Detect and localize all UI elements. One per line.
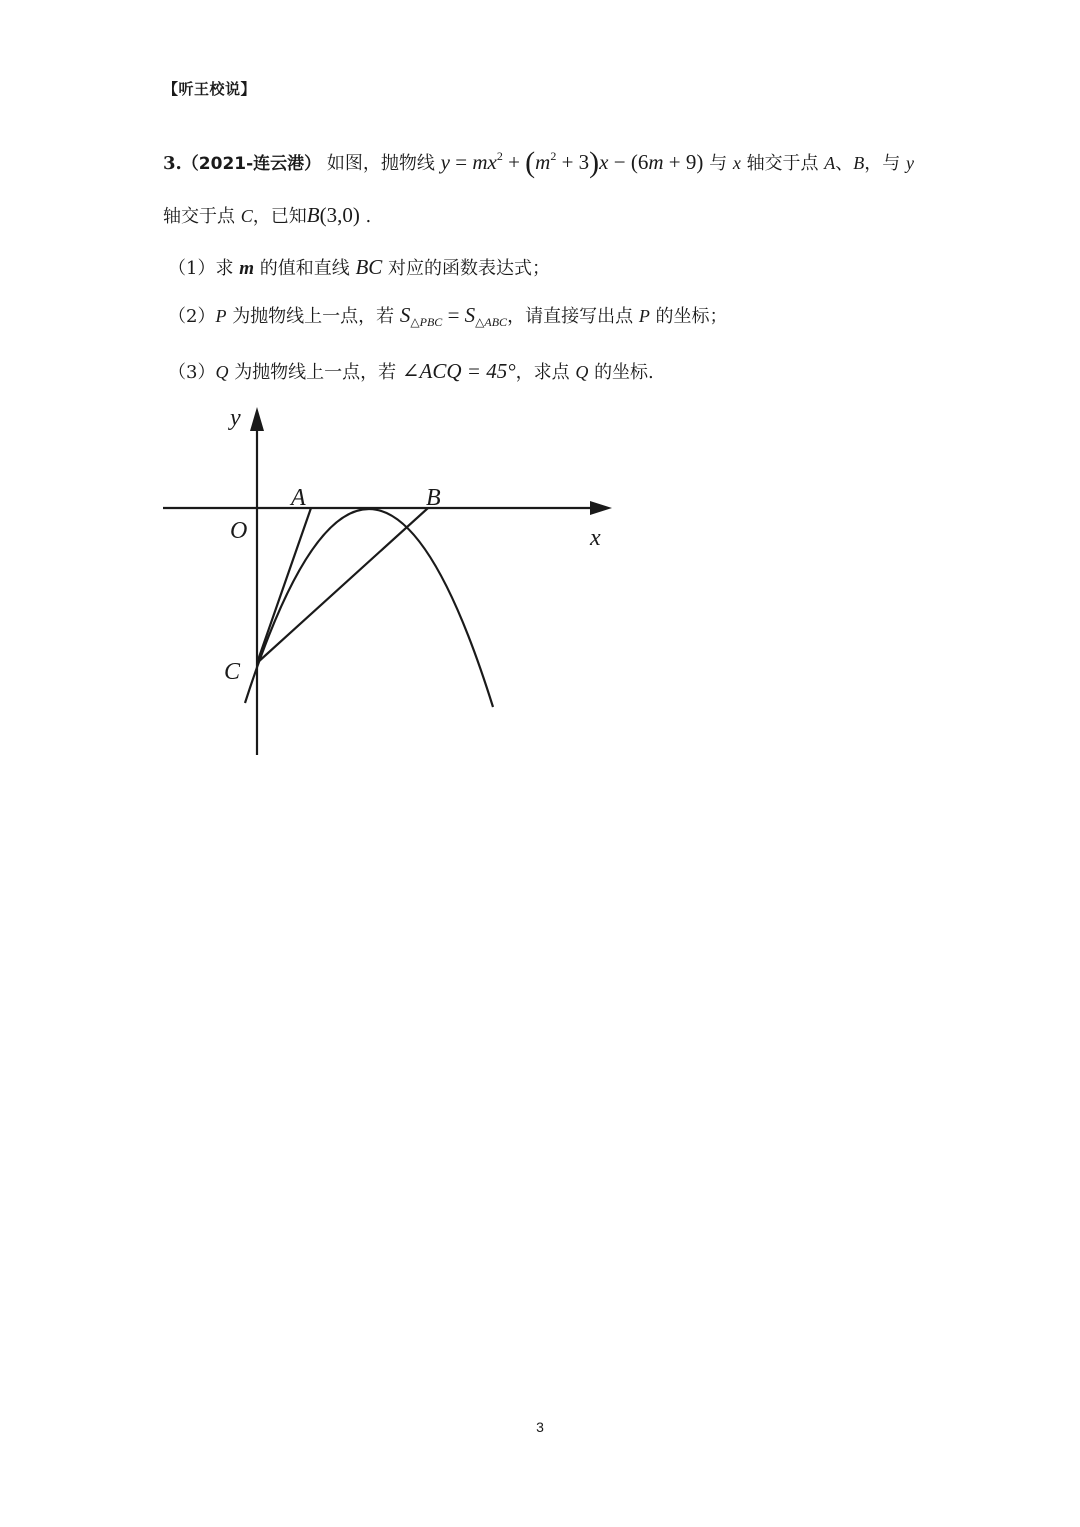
y-axis-arrow [250,407,264,431]
q1-text-2: 的值和直线 [259,258,350,279]
point-b: B [853,153,865,173]
question-3 [168,358,654,384]
b-point-math: B(3,0) [306,203,360,227]
separator: 、 [835,153,854,174]
x-variable: x [732,153,741,173]
q3-label: （3） [168,362,216,383]
line2-text-1: 轴交于点 [163,206,235,227]
label-o: O [230,518,248,544]
q1-text-1: 求 [215,258,234,279]
label-a: A [291,485,306,511]
q3-text-1: 为抛物线上一点，若 [234,362,397,383]
q2-p: P [215,306,227,326]
problem-line-1 [163,146,914,180]
intro-text-2: 与 [709,153,728,174]
point-c: C [240,206,253,226]
q2-text-1: 为抛物线上一点，若 [232,306,395,327]
q3-q2: Q [575,362,589,382]
intro-text-1: 如图，抛物线 [326,153,435,174]
intro-text-3: 轴交于点 [746,153,819,174]
q1-text-3: 对应的函数表达式； [388,258,551,279]
q2-label: （2） [168,306,216,327]
q1-label: （1） [168,258,216,279]
q2-text-3: 的坐标； [655,306,728,327]
line2-text-2: ，已知 [252,206,307,227]
q2-p2: P [638,306,650,326]
parabola-formula: $y = mx^2 + (m^2 + 3)x - (6m + 9)$ [440,146,704,179]
page-header: 【听王校说】 [163,80,257,98]
parabola-figure [150,395,630,765]
q2-text-2: ，请直接写出点 [507,306,634,327]
parabola-curve [245,509,493,707]
segment-cb [257,508,428,663]
problem-source: （2021-连云港） [181,154,322,174]
intro-text-4: ，与 [864,153,901,174]
q1-m: m [239,258,254,279]
q3-q: Q [215,362,229,382]
question-1 [168,254,550,280]
q1-bc: BC [355,255,383,279]
question-2 [168,302,728,330]
problem-number: 3. [163,153,182,174]
label-c: C [224,659,241,685]
page-number: 3 [536,1419,544,1435]
q3-text-2: ，求点 [515,362,570,383]
label-b: B [426,485,441,511]
line2-end: . [359,206,372,227]
q3-text-3: 的坐标. [594,362,654,383]
x-axis-arrow [590,501,612,515]
label-x: x [590,525,601,551]
q2-area-equation: $S_{\triangle PBC} = S_{\triangle ABC}$ [399,303,508,329]
point-a: A [824,153,836,173]
label-y: y [230,405,241,431]
problem-line-2 [163,202,371,228]
y-variable: y [906,153,915,173]
q3-angle: ∠ACQ = 45° [401,359,516,383]
